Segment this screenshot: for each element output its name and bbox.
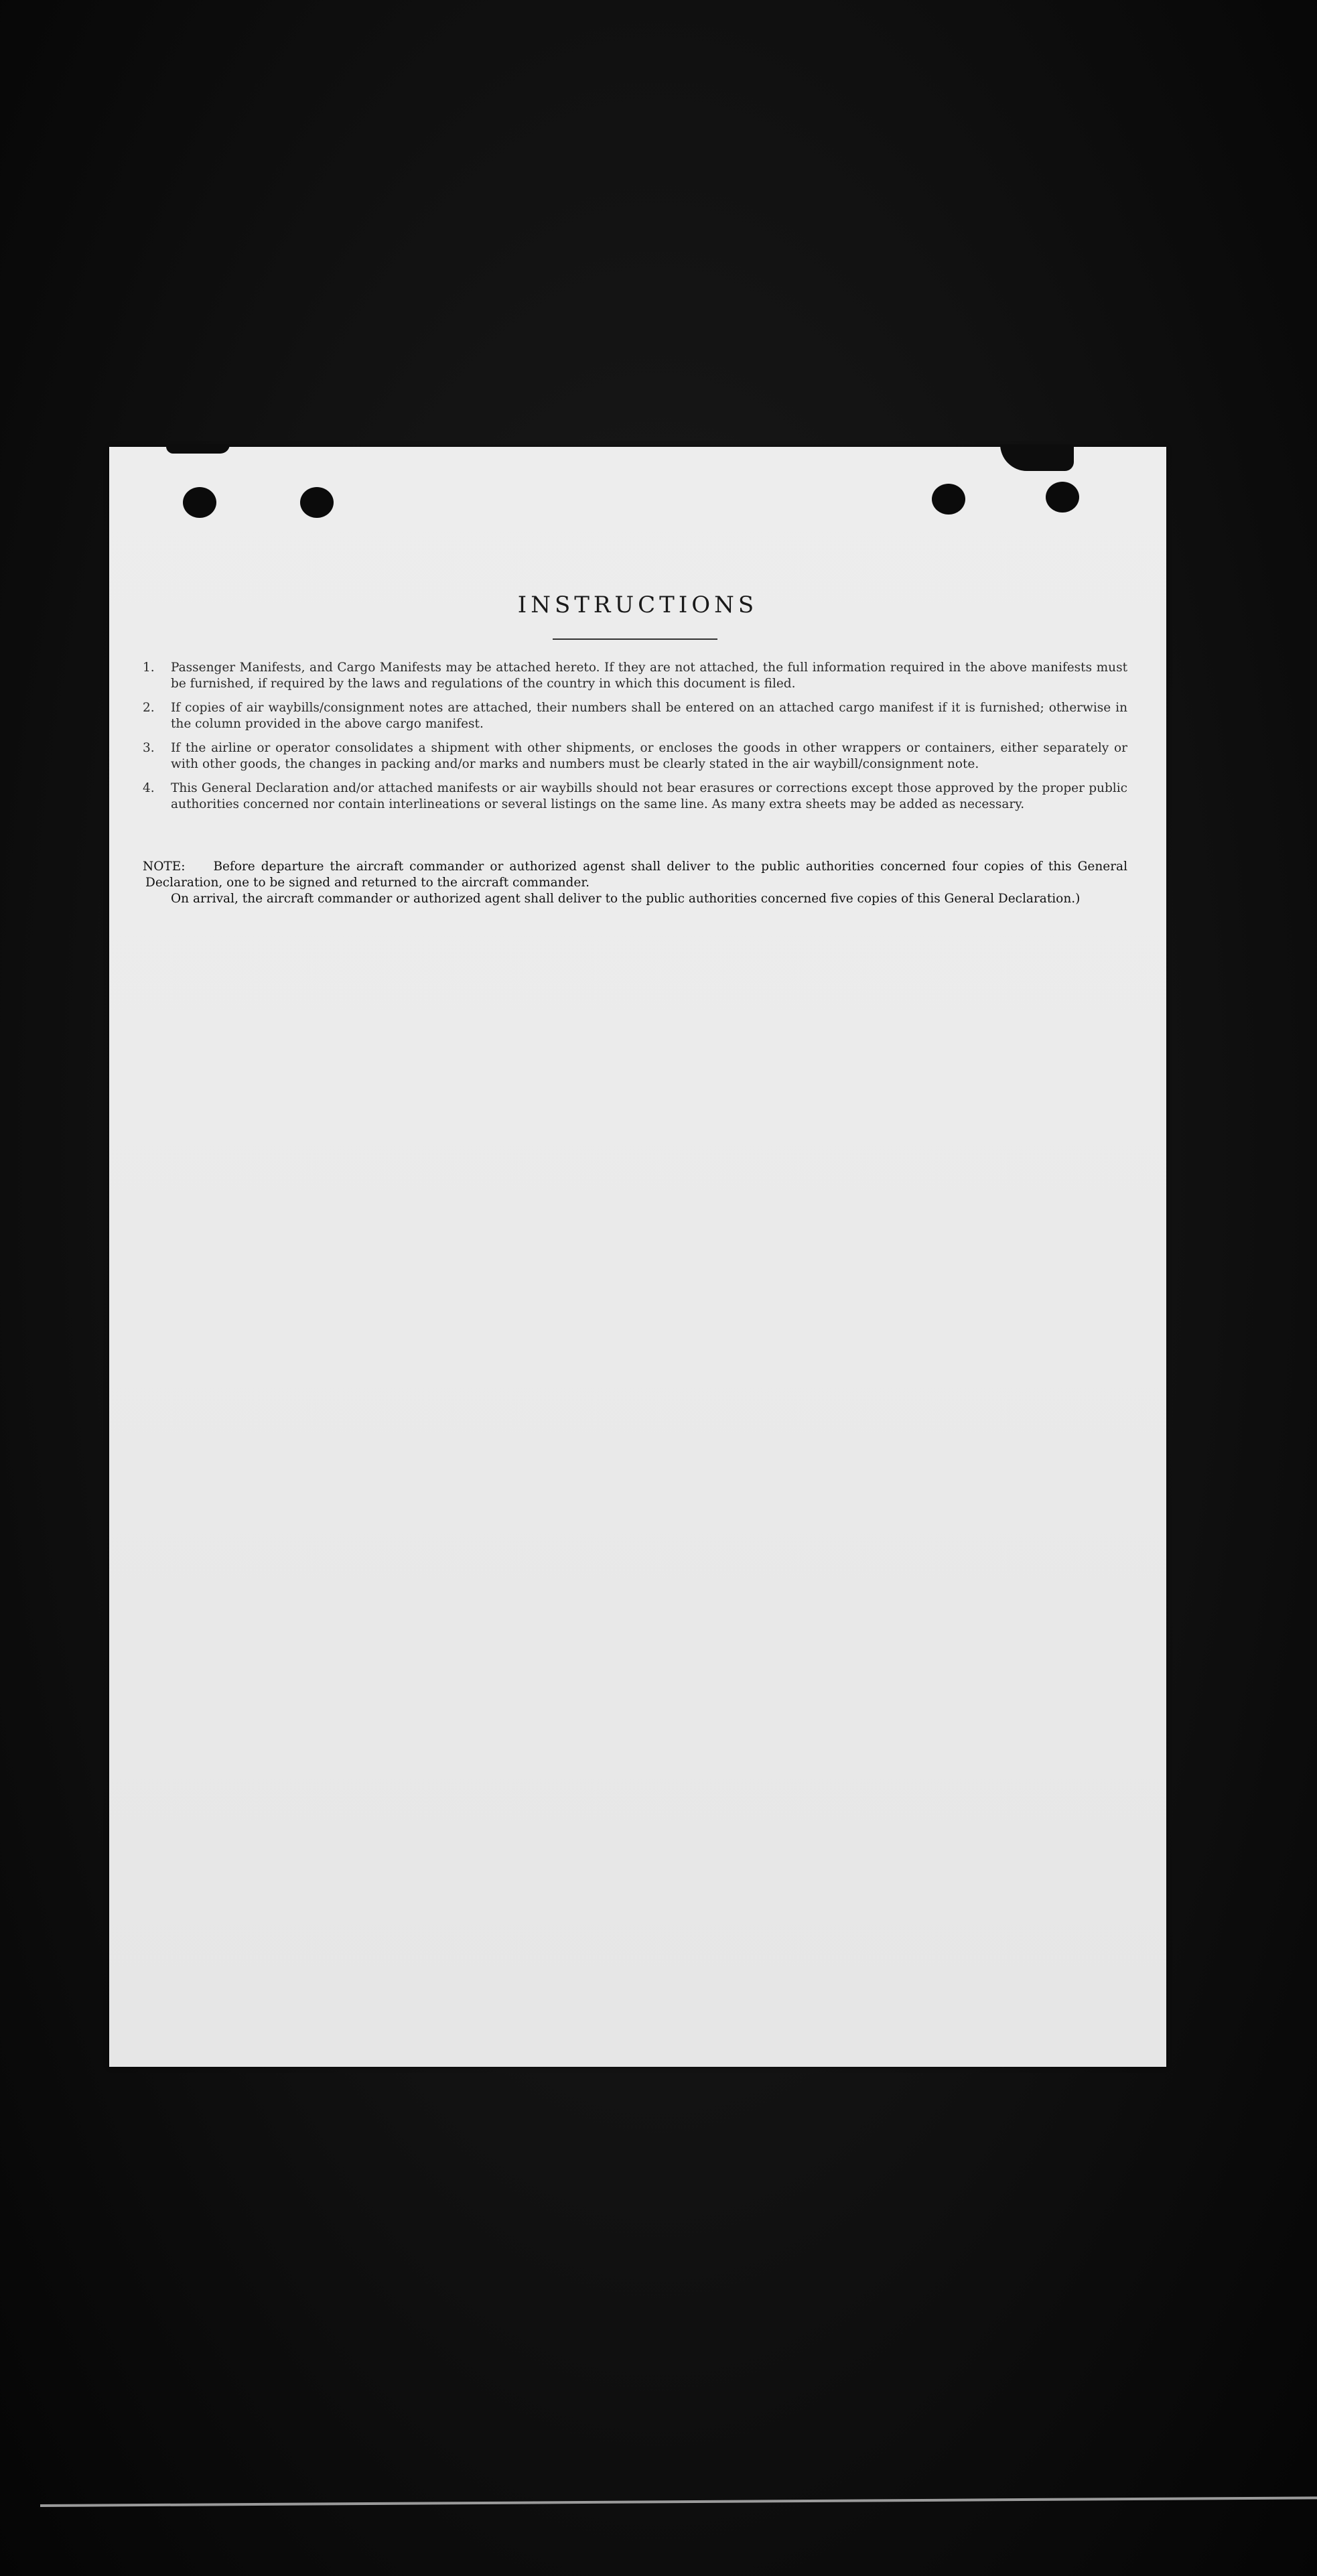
punch-hole xyxy=(932,484,965,515)
torn-edge-right xyxy=(1000,444,1074,471)
instructions-heading: INSTRUCTIONS xyxy=(517,592,758,618)
punch-hole xyxy=(300,487,334,518)
instruction-item xyxy=(143,740,1127,772)
punch-hole xyxy=(183,487,216,518)
instruction-text: Passenger Manifests, and Cargo Manifests may be attached hereto. If they are not attached, the full information required in the above manifests must be furnished, if required by the laws and regulations of the country in which this document is filed. xyxy=(171,661,1127,691)
note-label: NOTE: xyxy=(143,860,186,874)
instruction-number: 1. xyxy=(143,661,155,675)
instruction-item xyxy=(143,781,1127,813)
torn-edge-left xyxy=(166,444,230,454)
instructions-list xyxy=(143,660,1127,821)
instruction-item xyxy=(143,700,1127,732)
heading-underline xyxy=(553,638,717,640)
note-departure xyxy=(145,859,1127,891)
instruction-number: 2. xyxy=(143,701,155,715)
instruction-text: If copies of air waybills/consignment notes are attached, their numbers shall be entered on an attached cargo manifest if it is furnished; otherwise in the column provided in the above cargo manifest. xyxy=(171,701,1127,731)
note-text xyxy=(143,859,1127,907)
instruction-item xyxy=(143,660,1127,692)
note-arrival: On arrival, the aircraft commander or authorized agent shall deliver to the public authorities concerned five copies of this General Declaration.) xyxy=(171,892,1081,906)
instruction-number: 4. xyxy=(143,781,155,795)
note-block xyxy=(143,859,1127,907)
note-departure-text: Before departure the aircraft commander or authorized agenst shall deliver to the public authorities concerned four copies of this General Declaration, one to be signed and returned to the aircraft commander. xyxy=(145,860,1127,890)
document-page xyxy=(109,447,1166,2067)
punch-hole xyxy=(1046,482,1079,513)
instruction-text: If the airline or operator consolidates a shipment with other shipments, or encloses the goods in other wrappers or containers, either separately or with other goods, the changes in packing and/or marks and numbers must be clearly stated in the air waybill/consignment note. xyxy=(171,741,1127,771)
instruction-number: 3. xyxy=(143,741,155,755)
instruction-text: This General Declaration and/or attached manifests or air waybills should not bear erasures or corrections except those approved by the proper public authorities concerned nor contain interlineations or several listings on the same line. As many extra sheets may be added as necessary. xyxy=(171,781,1127,811)
